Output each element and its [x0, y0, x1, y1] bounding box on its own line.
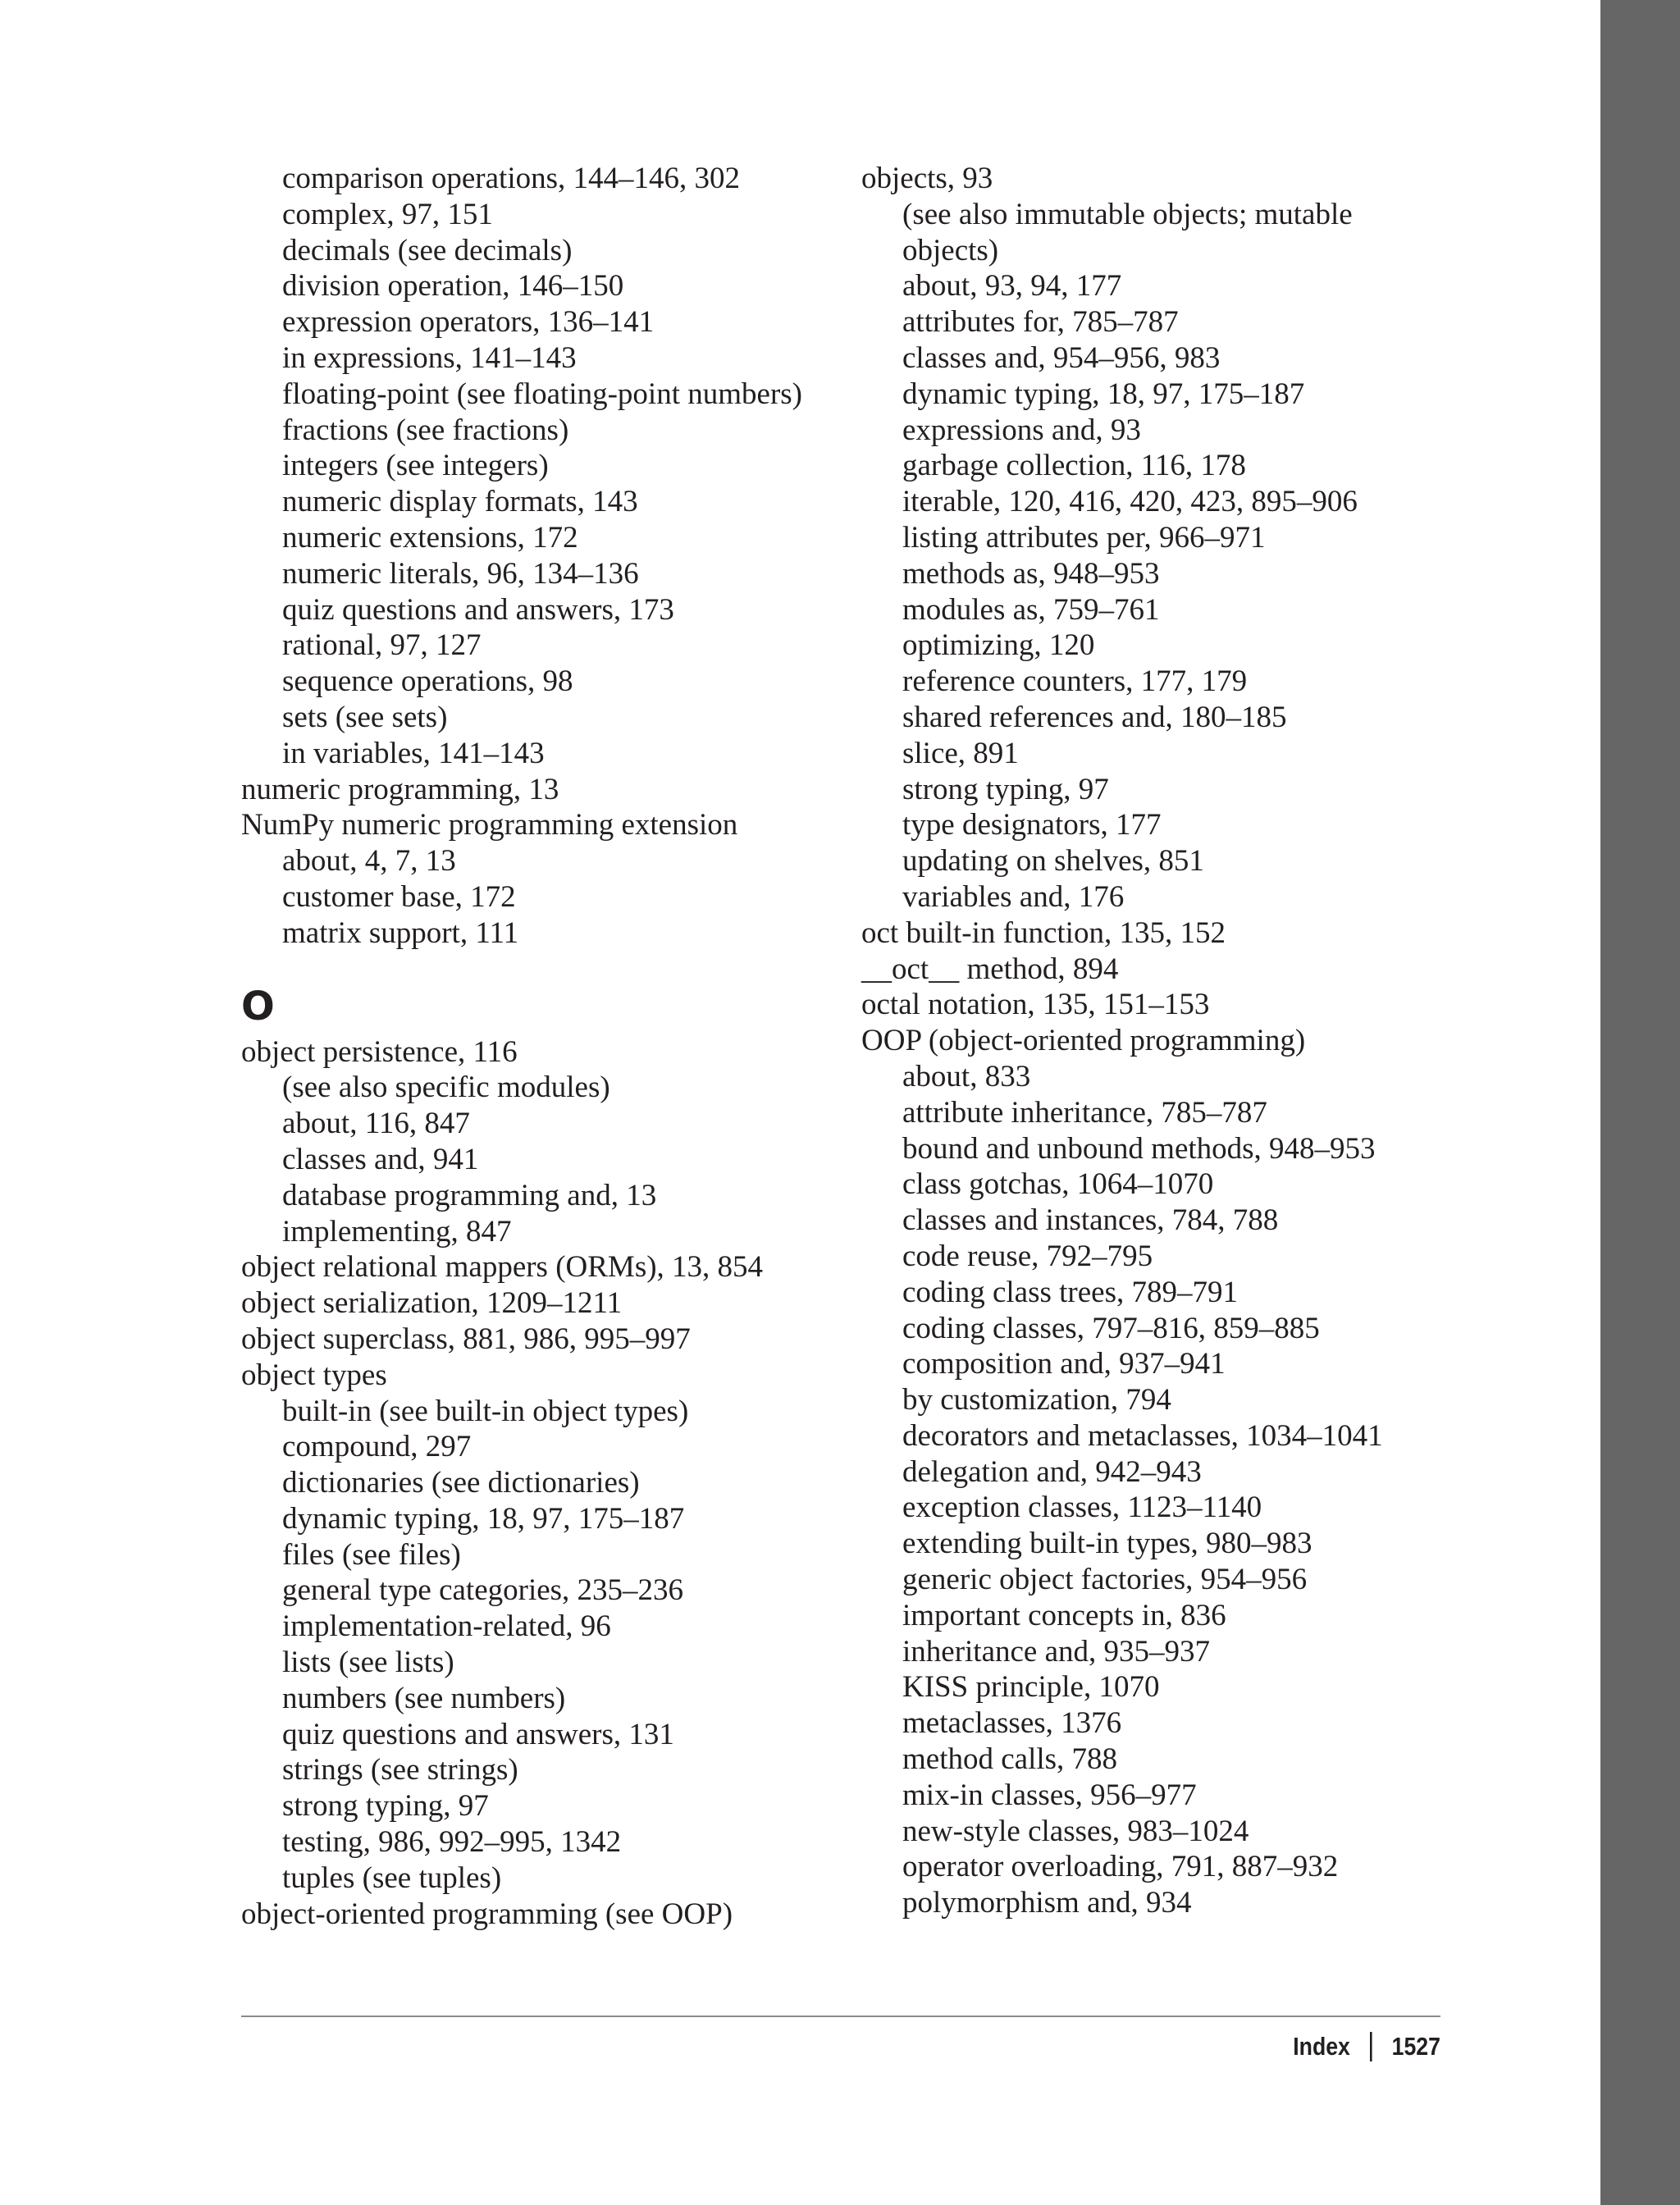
index-subentry: numeric literals, 96, 134–136 [282, 556, 639, 591]
index-subentry: fractions (see fractions) [282, 413, 569, 447]
index-subentry: expression operators, 136–141 [282, 305, 655, 340]
footer-separator [1370, 2032, 1372, 2061]
index-subentry: iterable, 120, 416, 420, 423, 895–906 [902, 485, 1358, 519]
index-subentry: numeric extensions, 172 [282, 520, 578, 555]
index-subentry: dictionaries (see dictionaries) [282, 1466, 640, 1500]
index-entry: objects, 93 [861, 162, 993, 195]
index-subentry: in expressions, 141–143 [282, 340, 577, 375]
index-entry: oct built-in function, 135, 152 [861, 915, 1226, 950]
index-subentry: built-in (see built-in object types) [282, 1394, 689, 1428]
index-subentry: polymorphism and, 934 [902, 1886, 1192, 1920]
index-subentry: classes and, 954–956, 983 [902, 340, 1221, 375]
index-entry: NumPy numeric programming extension [241, 808, 738, 842]
index-subentry: strong typing, 97 [282, 1789, 489, 1824]
index-subentry: dynamic typing, 18, 97, 175–187 [902, 377, 1305, 411]
index-subentry: about, 116, 847 [282, 1107, 470, 1141]
index-subentry: composition and, 937–941 [902, 1347, 1226, 1381]
index-subentry: quiz questions and answers, 131 [282, 1717, 674, 1751]
index-subentry: extending built-in types, 980–983 [902, 1527, 1312, 1561]
index-subentry: garbage collection, 116, 178 [902, 449, 1246, 483]
footer-rule [241, 2016, 1440, 2017]
index-subentry: important concepts in, 836 [902, 1598, 1226, 1632]
index-subentry: about, 833 [902, 1059, 1031, 1093]
index-subentry: listing attributes per, 966–971 [902, 520, 1266, 555]
index-subentry: updating on shelves, 851 [902, 844, 1204, 879]
index-subentry: bound and unbound methods, 948–953 [902, 1131, 1376, 1166]
footer-section-label: Index [1293, 2032, 1350, 2061]
index-subentry: numeric display formats, 143 [282, 485, 638, 519]
index-subentry: about, 4, 7, 13 [282, 844, 456, 879]
index-subentry: by customization, 794 [902, 1383, 1171, 1418]
index-subentry: quiz questions and answers, 173 [282, 592, 674, 627]
index-subentry: classes and instances, 784, 788 [902, 1203, 1279, 1238]
index-subentry: in variables, 141–143 [282, 736, 545, 770]
index-entry: OOP (object-oriented programming) [861, 1024, 1306, 1058]
index-section-letter: O [241, 983, 275, 1029]
index-subentry: implementing, 847 [282, 1214, 512, 1249]
index-subentry: delegation and, 942–943 [902, 1454, 1202, 1489]
index-subentry: shared references and, 180–185 [902, 700, 1287, 734]
index-entry: object persistence, 116 [241, 1034, 518, 1069]
index-subentry: (see also specific modules) [282, 1071, 610, 1105]
index-subentry: exception classes, 1123–1140 [902, 1491, 1262, 1525]
index-subentry: optimizing, 120 [902, 628, 1095, 663]
index-subentry: implementation-related, 96 [282, 1609, 611, 1644]
index-entry: object serialization, 1209–1211 [241, 1286, 623, 1321]
index-subentry: complex, 97, 151 [282, 197, 493, 231]
index-subentry: numbers (see numbers) [282, 1681, 566, 1715]
index-subentry: coding class trees, 789–791 [902, 1275, 1238, 1309]
index-subentry: decorators and metaclasses, 1034–1041 [902, 1418, 1383, 1453]
index-entry: object-oriented programming (see OOP) [241, 1897, 733, 1931]
index-subentry: sequence operations, 98 [282, 664, 573, 699]
index-subentry: division operation, 146–150 [282, 269, 624, 304]
index-subentry: coding classes, 797–816, 859–885 [902, 1311, 1320, 1345]
index-column-left [241, 161, 865, 1932]
index-entry: octal notation, 135, 151–153 [861, 988, 1210, 1022]
index-subentry: code reuse, 792–795 [902, 1239, 1153, 1273]
index-subentry: expressions and, 93 [902, 413, 1141, 447]
index-subentry: KISS principle, 1070 [902, 1670, 1160, 1705]
index-subentry: lists (see lists) [282, 1646, 454, 1680]
index-subentry: integers (see integers) [282, 449, 549, 483]
index-subentry: attribute inheritance, 785–787 [902, 1095, 1267, 1130]
index-subentry: comparison operations, 144–146, 302 [282, 162, 740, 195]
index-subentry: about, 93, 94, 177 [902, 269, 1122, 304]
index-entry: __oct__ method, 894 [861, 952, 1119, 986]
index-subentry: modules as, 759–761 [902, 592, 1160, 627]
index-subentry: method calls, 788 [902, 1742, 1118, 1777]
index-subentry: decimals (see decimals) [282, 233, 573, 267]
index-subentry: strong typing, 97 [902, 772, 1109, 806]
index-subentry: tuples (see tuples) [282, 1860, 502, 1895]
index-subentry: matrix support, 111 [282, 915, 519, 950]
page-edge-band [1600, 0, 1680, 2205]
index-subentry: classes and, 941 [282, 1142, 479, 1176]
index-subentry: slice, 891 [902, 736, 1019, 770]
index-subentry: sets (see sets) [282, 700, 448, 734]
index-subentry: (see also immutable objects; mutable [902, 197, 1353, 231]
index-column-right [861, 161, 1436, 1921]
index-subentry: new-style classes, 983–1024 [902, 1814, 1249, 1848]
index-subentry: testing, 986, 992–995, 1342 [282, 1825, 622, 1860]
index-subentry: objects) [902, 233, 999, 267]
index-subentry: attributes for, 785–787 [902, 305, 1179, 340]
index-subentry: dynamic typing, 18, 97, 175–187 [282, 1501, 685, 1536]
index-subentry: methods as, 948–953 [902, 556, 1160, 591]
index-subentry: floating-point (see floating-point numbers) [282, 377, 802, 411]
index-subentry: database programming and, 13 [282, 1178, 657, 1212]
index-subentry: class gotchas, 1064–1070 [902, 1167, 1214, 1202]
index-entry: numeric programming, 13 [241, 772, 559, 806]
index-entry: object types [241, 1358, 387, 1392]
index-subentry: type designators, 177 [902, 808, 1162, 842]
index-subentry: files (see files) [282, 1537, 461, 1572]
footer-page-number: 1527 [1391, 2032, 1440, 2061]
index-subentry: metaclasses, 1376 [902, 1706, 1122, 1741]
index-subentry: reference counters, 177, 179 [902, 664, 1248, 699]
index-subentry: compound, 297 [282, 1430, 472, 1464]
index-subentry: rational, 97, 127 [282, 628, 482, 663]
index-subentry: mix-in classes, 956–977 [902, 1778, 1197, 1812]
index-subentry: strings (see strings) [282, 1753, 518, 1787]
index-subentry: general type categories, 235–236 [282, 1573, 684, 1608]
index-subentry: generic object factories, 954–956 [902, 1563, 1308, 1597]
index-entry: object relational mappers (ORMs), 13, 854 [241, 1250, 764, 1285]
index-subentry: operator overloading, 791, 887–932 [902, 1850, 1339, 1884]
index-subentry: variables and, 176 [902, 879, 1125, 914]
index-entry: object superclass, 881, 986, 995–997 [241, 1322, 691, 1356]
page-footer [1293, 2029, 1440, 2064]
index-subentry: customer base, 172 [282, 879, 516, 914]
index-subentry: inheritance and, 935–937 [902, 1634, 1211, 1669]
